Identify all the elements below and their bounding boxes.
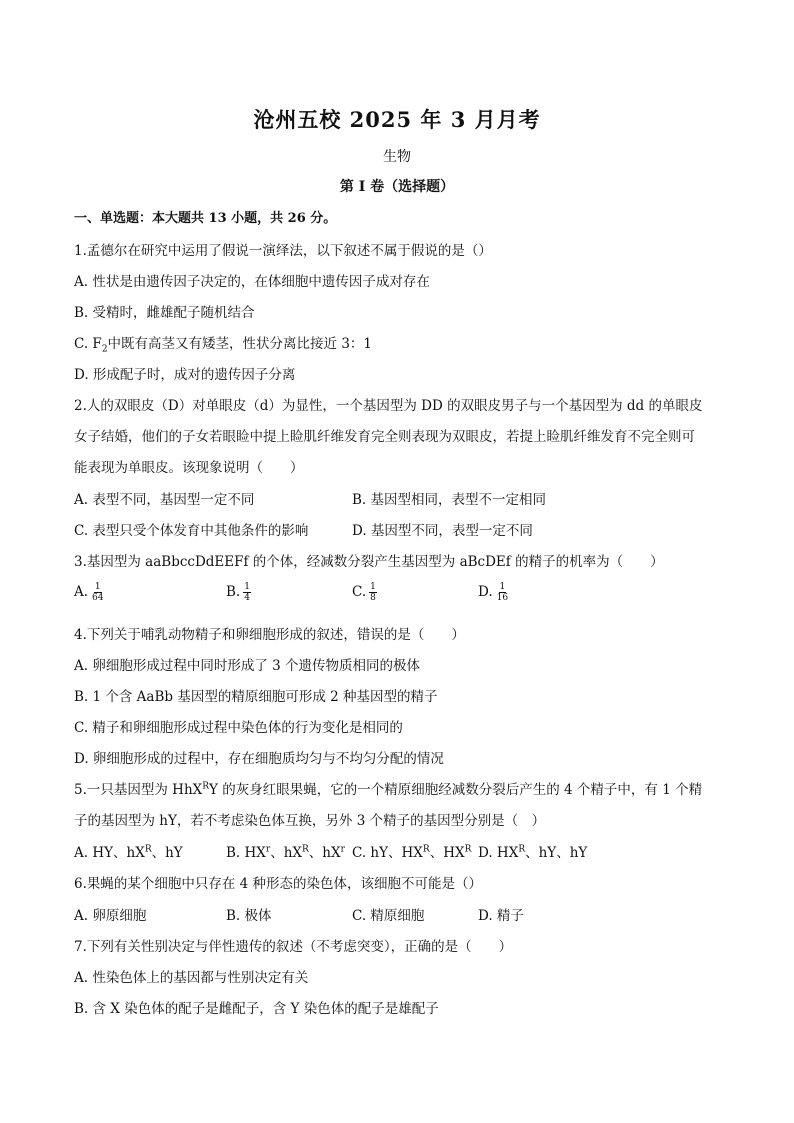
- q3-a-label: A.: [74, 584, 89, 600]
- q5-d-superscript: R: [518, 844, 526, 855]
- fraction: [243, 582, 251, 603]
- question-4-option-d: D. 卵细胞形成的过程中，存在细胞质均匀与不均匀分配的情况: [74, 751, 444, 767]
- q5-c-superscript-1: R: [422, 844, 430, 855]
- numerator: 1: [370, 582, 376, 592]
- question-1-stem: 1.孟德尔在研究中运用了假说一演绎法，以下叙述不属于假说的是（）: [74, 243, 492, 259]
- question-4-option-c: C. 精子和卵细胞形成过程中染色体的行为变化是相同的: [74, 720, 403, 736]
- question-3-option-a: [74, 582, 105, 603]
- q5-a-superscript: R: [144, 844, 152, 855]
- numerator: 1: [499, 582, 506, 592]
- question-5-stem-line1: [74, 778, 702, 798]
- q5-a-prefix: A. HY、hX: [74, 845, 145, 861]
- question-6-stem: 6.果蝇的某个细胞中只存在 4 种形态的染色体，该细胞不可能是（）: [74, 876, 483, 892]
- q5-b-superscript-2: R: [302, 844, 309, 855]
- question-6-option-c: C. 精原细胞: [352, 908, 425, 924]
- question-7-option-a: A. 性染色体上的基因都与性别决定有关: [74, 970, 309, 986]
- question-5-stem-line2: 子的基因型为 hY，若不考虑染色体互换，另外 3 个精子的基因型分别是（ ）: [74, 813, 546, 829]
- q3-b-label: B.: [226, 584, 241, 600]
- question-1-option-a: A. 性状是由遗传因子决定的，在体细胞中遗传因子成对存在: [74, 274, 430, 290]
- question-3-option-b: [226, 582, 251, 603]
- denominator: 4: [244, 593, 250, 603]
- question-1-option-c: [74, 332, 372, 355]
- exam-title: 沧州五校 2025 年 3 月月考: [253, 107, 541, 132]
- question-3-option-d: [478, 582, 509, 603]
- question-3-option-c: [352, 582, 377, 603]
- section-heading: 一、单选题：本大题共 13 小题，共 26 分。: [74, 211, 337, 226]
- q1-c-prefix: C. F: [74, 336, 102, 352]
- q3-d-label: D.: [478, 584, 493, 600]
- q5-b-prefix: B. HX: [226, 845, 266, 861]
- q5-c-prefix: C. hY、HX: [352, 845, 423, 861]
- q5-c-middle: 、HX: [429, 845, 465, 861]
- question-6-option-a: A. 卵原细胞: [74, 908, 147, 924]
- fraction: [91, 582, 104, 603]
- question-7-option-b: B. 含 X 染色体的配子是雌配子，含 Y 染色体的配子是雄配子: [74, 1001, 439, 1017]
- q5-d-suffix: 、hY、hY: [525, 845, 588, 861]
- fraction: [496, 582, 509, 603]
- q5-b-middle-1: 、hX: [270, 845, 303, 861]
- denominator: 64: [92, 593, 104, 603]
- numerator: 1: [244, 582, 250, 592]
- fraction: [369, 582, 377, 603]
- q5-d-prefix: D. HX: [478, 845, 519, 861]
- q5-stem-suffix: Y 的灰身红眼果蝇，它的一个精原细胞经减数分裂后产生的 4 个精子中，有 1 个精: [209, 782, 703, 798]
- question-4-option-b: B. 1 个含 AaBb 基因型的精原细胞可形成 2 种基因型的精子: [74, 689, 438, 705]
- question-5-option-b: [226, 841, 345, 861]
- question-4-stem: 4.下列关于哺乳动物精子和卵细胞形成的叙述，错误的是（ ）: [74, 627, 465, 643]
- question-2-option-c: C. 表型只受个体发育中其他条件的影响: [74, 523, 309, 539]
- q1-c-suffix: 中既有高茎又有矮茎，性状分离比接近 3：1: [107, 336, 373, 352]
- question-2-option-b: B. 基因型相同，表型不一定相同: [352, 492, 547, 508]
- subject-label: 生物: [383, 149, 411, 165]
- numerator: 1: [94, 582, 101, 592]
- question-2-option-d: D. 基因型不同，表型一定不同: [352, 523, 533, 539]
- question-5-option-c: [352, 841, 471, 861]
- q1-c-subscript: 2: [101, 344, 108, 355]
- question-1-option-d: D. 形成配子时，成对的遗传因子分离: [74, 367, 296, 383]
- question-2-stem-line2: 女子结婚，他们的子女若眼睑中提上睑肌纤维发育完全则表现为双眼皮，若提上睑肌纤维发育不完全则可: [74, 429, 695, 445]
- question-2-stem-line3: 能表现为单眼皮。该现象说明（ ）: [74, 460, 304, 476]
- question-5-option-a: [74, 841, 183, 861]
- question-7-stem: 7.下列有关性别决定与伴性遗传的叙述（不考虑突变），正确的是（ ）: [74, 939, 513, 955]
- question-1-option-b: B. 受精时，雌雄配子随机结合: [74, 305, 255, 321]
- q5-b-superscript-3: r: [340, 844, 345, 855]
- question-3-stem: 3.基因型为 aaBbccDdEEFf 的个体，经减数分裂产生基因型为 aBcDEf 的精子的机率为（ ）: [74, 554, 664, 570]
- question-2-stem-line1: 2.人的双眼皮（D）对单眼皮（d）为显性，一个基因型为 DD 的双眼皮男子与一个基因型为 dd 的单眼皮: [74, 398, 703, 414]
- q5-b-middle-2: 、hX: [308, 845, 341, 861]
- q5-a-suffix: 、hY: [151, 845, 183, 861]
- volume-label: 第 I 卷（选择题）: [339, 179, 455, 195]
- denominator: 16: [496, 593, 509, 603]
- question-4-option-a: A. 卵细胞形成过程中同时形成了 3 个遗传物质相同的极体: [74, 658, 421, 674]
- question-6-option-b: B. 极体: [226, 908, 272, 924]
- question-6-option-d: D. 精子: [478, 908, 524, 924]
- question-2-option-a: A. 表型不同，基因型一定不同: [74, 492, 255, 508]
- q5-b-superscript-1: r: [265, 844, 271, 855]
- question-5-option-d: [478, 841, 587, 861]
- q5-stem-superscript: R: [202, 781, 210, 792]
- q3-c-label: C.: [352, 584, 367, 600]
- q5-stem-prefix: 5.一只基因型为 HhX: [74, 782, 203, 798]
- denominator: 8: [370, 593, 376, 603]
- q5-c-superscript-2: R: [464, 844, 472, 855]
